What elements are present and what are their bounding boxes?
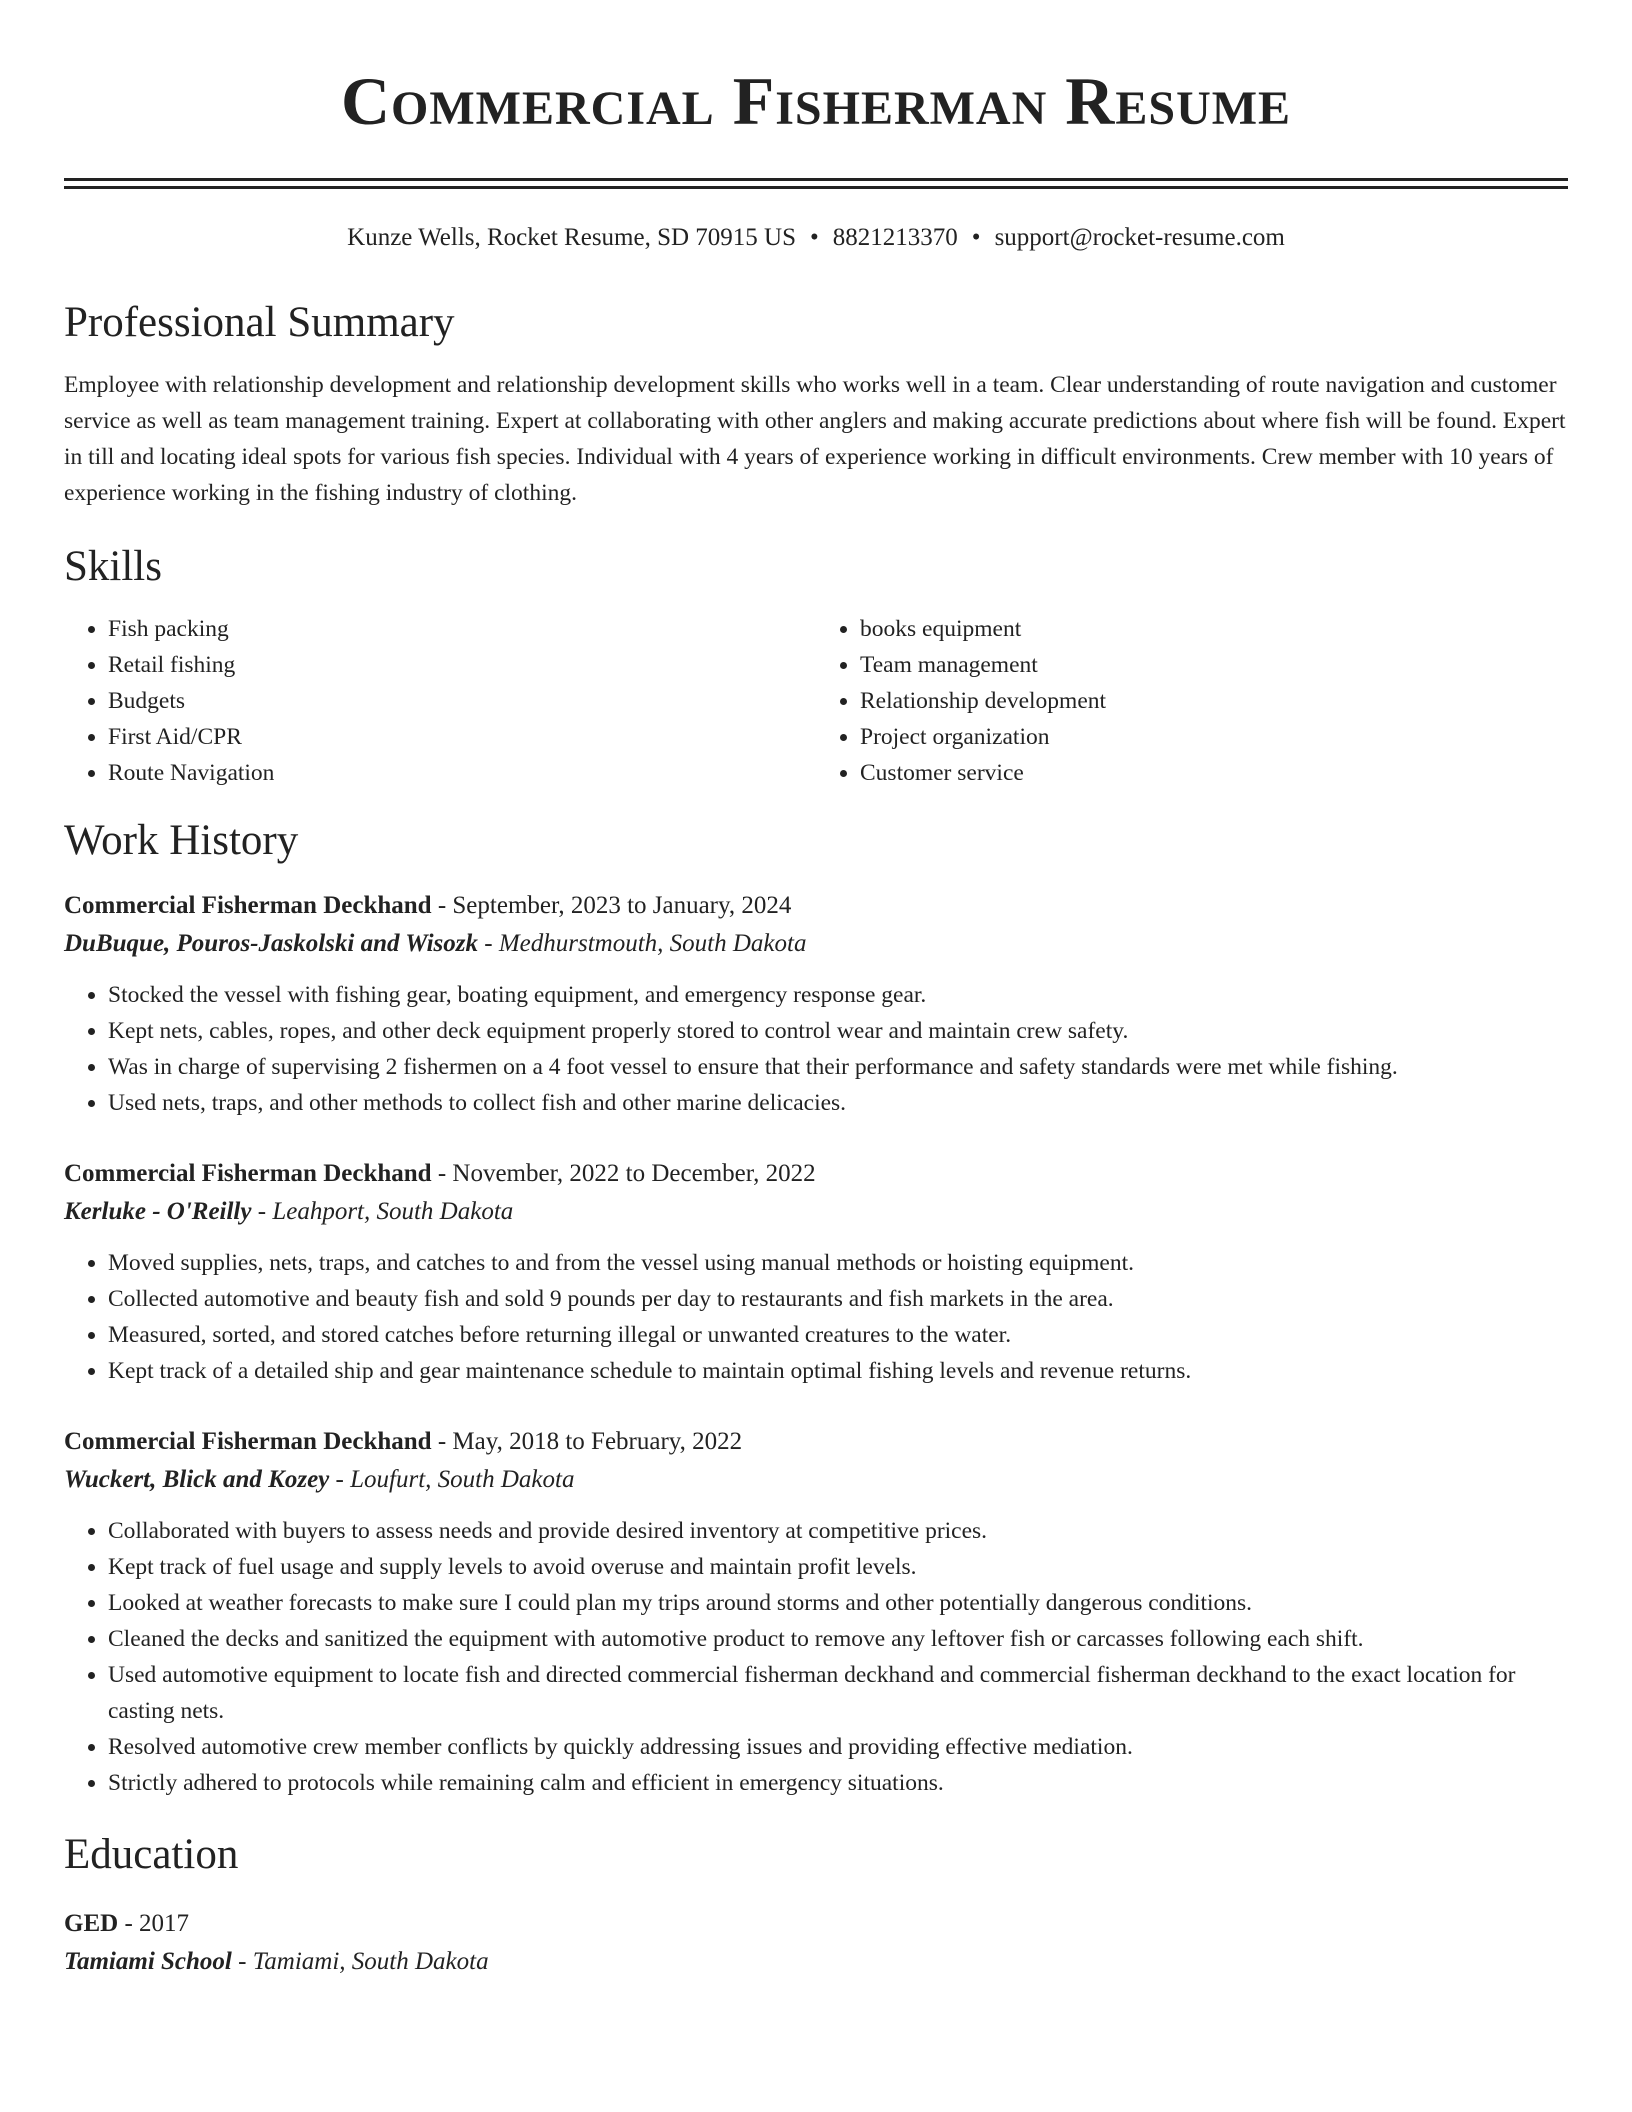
skill-item: • Customer service (860, 755, 1568, 791)
job-bullet: • Measured, sorted, and stored catches before returning illegal or unwanted creatures to the water. (108, 1317, 1568, 1353)
job-bullet: • Resolved automotive crew member conflicts by quickly addressing issues and providing effective mediation. (108, 1729, 1568, 1765)
school-line (64, 1943, 1568, 1981)
company-line (64, 1461, 1568, 1499)
job-bullet: • Stocked the vessel with fishing gear, boating equipment, and emergency response gear. (108, 977, 1568, 1013)
work-history-heading: Work History (64, 817, 299, 864)
job-bullets (64, 1513, 1568, 1801)
company-line (64, 925, 1568, 963)
skill-item: • Team management (860, 647, 1568, 683)
job-bullet: • Cleaned the decks and sanitized the equipment with automotive product to remove any leftover fish or carcasses following each shift. (108, 1621, 1568, 1657)
summary-heading: Professional Summary (64, 299, 455, 346)
skill-item: • Route Navigation (108, 755, 816, 791)
skill-item: • Retail fishing (108, 647, 816, 683)
company-name: Wuckert, Blick and Kozey (64, 1466, 330, 1493)
job-bullet: • Was in charge of supervising 2 fishermen on a 4 foot vessel to ensure that their performance and safety standards were met while fishing. (108, 1049, 1568, 1085)
job-bullet: • Looked at weather forecasts to make sure I could plan my trips around storms and other potentially dangerous conditions. (108, 1585, 1568, 1621)
company-location: Loufurt, South Dakota (350, 1466, 575, 1493)
contact-separator: • (971, 224, 981, 251)
job-entry (64, 1155, 1568, 1389)
job-title: Commercial Fisherman Deckhand (64, 1160, 432, 1187)
page-title: Commercial Fisherman Resume (340, 63, 1292, 139)
contact-phone: 8821213370 (832, 224, 958, 251)
dash: - (437, 1160, 447, 1187)
contact-email: support@rocket-resume.com (994, 224, 1285, 251)
skills-column-left (64, 611, 816, 791)
dash: - (335, 1466, 344, 1493)
job-bullet: • Moved supplies, nets, traps, and catches to and from the vessel using manual methods or hoisting equipment. (108, 1245, 1568, 1281)
job-bullet: • Used nets, traps, and other methods to collect fish and other marine delicacies. (108, 1085, 1568, 1121)
dash: - (124, 1910, 133, 1937)
job-dates: November, 2022 to December, 2022 (452, 1160, 816, 1187)
job-bullet: • Collaborated with buyers to assess needs and provide desired inventory at competitive prices. (108, 1513, 1568, 1549)
job-bullet: • Used automotive equipment to locate fish and directed commercial fisherman deckhand and commercial fisherman deckhand to the exact location for casting nets. (108, 1657, 1568, 1729)
company-line (64, 1193, 1568, 1231)
company-location: Medhurstmouth, South Dakota (498, 930, 807, 957)
job-title-line (64, 1155, 1568, 1193)
skill-item: • Project organization (860, 719, 1568, 755)
job-bullet: • Kept nets, cables, ropes, and other deck equipment properly stored to control wear and maintain crew safety. (108, 1013, 1568, 1049)
job-dates: September, 2023 to January, 2024 (452, 892, 792, 919)
skill-item: • Relationship development (860, 683, 1568, 719)
job-bullet: • Kept track of a detailed ship and gear maintenance schedule to maintain optimal fishing levels and revenue returns. (108, 1353, 1568, 1389)
school-location: Tamiami, South Dakota (252, 1948, 489, 1975)
title-divider (64, 178, 1568, 189)
skill-item: • First Aid/CPR (108, 719, 816, 755)
job-entry (64, 1423, 1568, 1801)
job-title: Commercial Fisherman Deckhand (64, 1428, 432, 1455)
company-name: DuBuque, Pouros-Jaskolski and Wisozk (64, 930, 479, 957)
skill-item: • books equipment (860, 611, 1568, 647)
job-bullet: • Kept track of fuel usage and supply levels to avoid overuse and maintain profit levels. (108, 1549, 1568, 1585)
summary-text: Employee with relationship development and relationship development skills who works well in a team. Clear understanding of route navigation and customer service as well as team management training. Expert at collaborating with other anglers and making accurate predictions about where fish will be found. Expert in till and locating ideal spots for various fish species. Individual with 4 years of experience working in difficult environments. Crew member with 10 years of experience working in the fishing industry of clothing. (64, 372, 1566, 506)
education-heading: Education (64, 1831, 239, 1878)
dash: - (437, 1428, 447, 1455)
skill-item: • Budgets (108, 683, 816, 719)
dash: - (257, 1198, 267, 1225)
job-title: Commercial Fisherman Deckhand (64, 892, 432, 919)
skills-list (64, 611, 1568, 791)
job-dates: May, 2018 to February, 2022 (452, 1428, 743, 1455)
skills-column-right (816, 611, 1568, 791)
dash: - (238, 1948, 247, 1975)
job-bullets (64, 1245, 1568, 1389)
degree: GED (64, 1910, 119, 1937)
contact-line (64, 221, 1568, 255)
school-name: Tamiami School (64, 1948, 232, 1975)
job-bullet: • Strictly adhered to protocols while remaining calm and efficient in emergency situations. (108, 1765, 1568, 1801)
company-name: Kerluke - O'Reilly (64, 1198, 252, 1225)
education-entry (64, 1905, 1568, 1981)
skills-heading: Skills (64, 543, 162, 590)
job-bullet: • Collected automotive and beauty fish and sold 9 pounds per day to restaurants and fish markets in the area. (108, 1281, 1568, 1317)
dash: - (437, 892, 447, 919)
job-title-line (64, 1423, 1568, 1461)
skill-item: • Fish packing (108, 611, 816, 647)
job-bullets (64, 977, 1568, 1121)
contact-address: Kunze Wells, Rocket Resume, SD 70915 US (347, 224, 797, 251)
job-title-line (64, 887, 1568, 925)
contact-separator: • (810, 224, 819, 251)
company-location: Leahport, South Dakota (272, 1198, 514, 1225)
job-entry (64, 887, 1568, 1121)
dash: - (484, 930, 493, 957)
degree-line (64, 1905, 1568, 1943)
degree-year: 2017 (139, 1910, 190, 1937)
